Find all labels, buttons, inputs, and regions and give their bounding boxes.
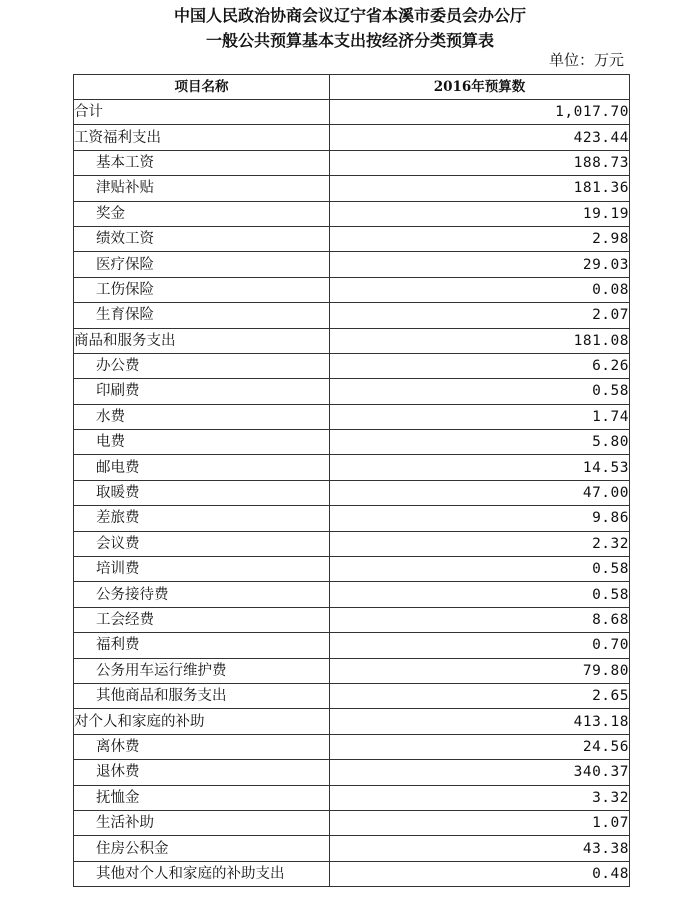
- row-item-name: 住房公积金: [74, 836, 330, 861]
- row-budget-value: 79.80: [330, 658, 630, 683]
- table-row: [74, 201, 630, 226]
- table-row: [74, 506, 630, 531]
- column-header-budget-2016: 2016年预算数: [330, 75, 630, 100]
- row-budget-value: 24.56: [330, 734, 630, 759]
- table-row: [74, 557, 630, 582]
- row-item-name: 其他商品和服务支出: [74, 683, 330, 708]
- table-row: [74, 836, 630, 861]
- row-budget-value: 14.53: [330, 455, 630, 480]
- row-budget-value: 8.68: [330, 607, 630, 632]
- row-item-name: 工资福利支出: [74, 125, 330, 150]
- table-row: [74, 303, 630, 328]
- table-row: [74, 430, 630, 455]
- row-item-name: 差旅费: [74, 506, 330, 531]
- row-item-name: 生育保险: [74, 303, 330, 328]
- row-item-name: 退休费: [74, 760, 330, 785]
- row-budget-value: 9.86: [330, 506, 630, 531]
- row-item-name: 合计: [74, 100, 330, 125]
- row-budget-value: 413.18: [330, 709, 630, 734]
- row-budget-value: 19.19: [330, 201, 630, 226]
- row-item-name: 生活补助: [74, 810, 330, 835]
- table-row: [74, 760, 630, 785]
- table-row: [74, 709, 630, 734]
- table-row: [74, 734, 630, 759]
- row-budget-value: 1.07: [330, 810, 630, 835]
- row-item-name: 津贴补贴: [74, 176, 330, 201]
- row-item-name: 培训费: [74, 557, 330, 582]
- table-row: [74, 607, 630, 632]
- table-row: [74, 658, 630, 683]
- row-budget-value: 0.70: [330, 633, 630, 658]
- row-item-name: 公务用车运行维护费: [74, 658, 330, 683]
- row-item-name: 奖金: [74, 201, 330, 226]
- row-budget-value: 5.80: [330, 430, 630, 455]
- table-row: [74, 379, 630, 404]
- row-budget-value: 1,017.70: [330, 100, 630, 125]
- table-row: [74, 810, 630, 835]
- row-item-name: 取暖费: [74, 480, 330, 505]
- row-budget-value: 43.38: [330, 836, 630, 861]
- row-budget-value: 181.08: [330, 328, 630, 353]
- row-budget-value: 0.58: [330, 379, 630, 404]
- row-item-name: 电费: [74, 430, 330, 455]
- row-budget-value: 2.32: [330, 531, 630, 556]
- unit-label: 单位：万元: [548, 51, 624, 69]
- row-item-name: 水费: [74, 404, 330, 429]
- table-row: [74, 455, 630, 480]
- row-budget-value: 188.73: [330, 150, 630, 175]
- table-row: [74, 480, 630, 505]
- row-item-name: 抚恤金: [74, 785, 330, 810]
- row-budget-value: 340.37: [330, 760, 630, 785]
- table-row: [74, 683, 630, 708]
- document-title: 中国人民政治协商会议辽宁省本溪市委员会办公厅: [173, 6, 526, 25]
- table-row: [74, 633, 630, 658]
- column-header-item-name: 项目名称: [74, 75, 330, 100]
- document-subtitle: 一般公共预算基本支出按经济分类预算表: [205, 31, 494, 50]
- row-item-name: 印刷费: [74, 379, 330, 404]
- row-item-name: 基本工资: [74, 150, 330, 175]
- row-budget-value: 2.07: [330, 303, 630, 328]
- table-row: [74, 531, 630, 556]
- table-row: [74, 100, 630, 125]
- row-budget-value: 2.98: [330, 226, 630, 251]
- table-row: [74, 404, 630, 429]
- row-budget-value: 0.08: [330, 277, 630, 302]
- row-budget-value: 0.58: [330, 582, 630, 607]
- budget-table: [73, 74, 630, 887]
- table-row: [74, 252, 630, 277]
- row-item-name: 办公费: [74, 353, 330, 378]
- table-row: [74, 277, 630, 302]
- table-body: [74, 100, 630, 887]
- row-item-name: 福利费: [74, 633, 330, 658]
- table-row: [74, 785, 630, 810]
- table-header-row: [74, 75, 630, 100]
- table-row: [74, 226, 630, 251]
- row-budget-value: 2.65: [330, 683, 630, 708]
- row-item-name: 医疗保险: [74, 252, 330, 277]
- row-item-name: 其他对个人和家庭的补助支出: [74, 861, 330, 886]
- row-item-name: 工伤保险: [74, 277, 330, 302]
- table-row: [74, 353, 630, 378]
- table-row: [74, 582, 630, 607]
- row-item-name: 工会经费: [74, 607, 330, 632]
- table-row: [74, 176, 630, 201]
- row-item-name: 对个人和家庭的补助: [74, 709, 330, 734]
- row-budget-value: 0.58: [330, 557, 630, 582]
- row-item-name: 公务接待费: [74, 582, 330, 607]
- row-budget-value: 3.32: [330, 785, 630, 810]
- row-item-name: 离休费: [74, 734, 330, 759]
- row-item-name: 邮电费: [74, 455, 330, 480]
- row-budget-value: 0.48: [330, 861, 630, 886]
- table-row: [74, 125, 630, 150]
- row-item-name: 绩效工资: [74, 226, 330, 251]
- table-row: [74, 328, 630, 353]
- row-item-name: 会议费: [74, 531, 330, 556]
- row-budget-value: 1.74: [330, 404, 630, 429]
- row-budget-value: 47.00: [330, 480, 630, 505]
- row-budget-value: 181.36: [330, 176, 630, 201]
- row-item-name: 商品和服务支出: [74, 328, 330, 353]
- row-budget-value: 6.26: [330, 353, 630, 378]
- row-budget-value: 29.03: [330, 252, 630, 277]
- table-row: [74, 861, 630, 886]
- row-budget-value: 423.44: [330, 125, 630, 150]
- table-row: [74, 150, 630, 175]
